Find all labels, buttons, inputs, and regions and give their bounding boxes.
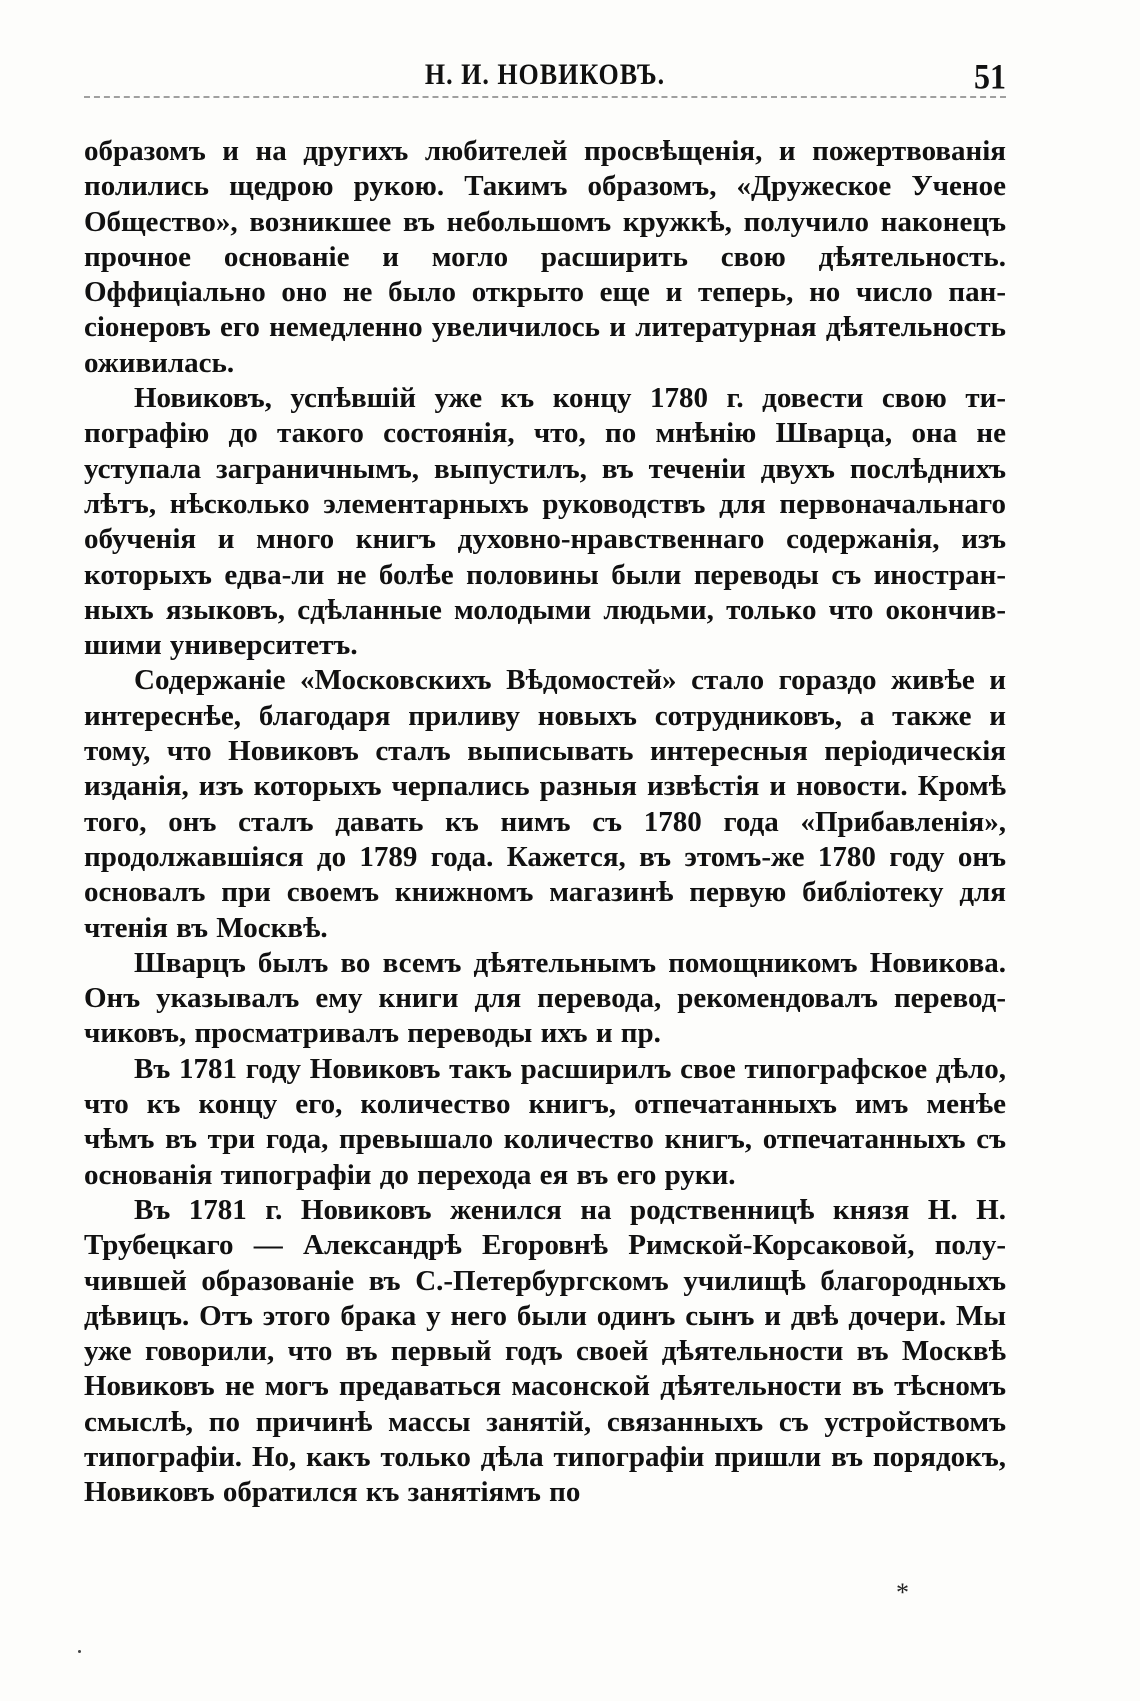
paragraph: образомъ и на другихъ любителей просвѣщенія, и пожертвованія полились щедрою рукою. Такимъ образомъ, «Дружеское Ученое Общество», возникшее въ небольшомъ кружкѣ, получило наконецъ прочное основаніе и могло расширить свою дѣятельность. Оффиціально оно не было открыто еще и теперь, но число пансіонеровъ его немедленно увеличилось и литературная дѣятельность оживилась. [84,135,1006,379]
running-header [84,56,1006,102]
paragraph: Въ 1781 г. Новиковъ женился на родственницѣ князя Н. Н. Трубецкаго — Александрѣ Егоровнѣ Римской-Корсаковой, получившей образованіе въ С.-Петербургскомъ училищѣ благородныхъ дѣвицъ. Отъ этого брака у него были одинъ сынъ и двѣ дочери. Мы уже говорили, что въ первый годъ своей дѣятельности въ Москвѣ Новиковъ не могъ предаваться масонской дѣятельности въ тѣсномъ смыслѣ, по причинѣ массы занятій, связанныхъ съ устройствомъ типографіи. Но, какъ только дѣла типографіи пришли въ порядокъ, Новиковъ обратился къ занятіямъ по [84,1193,1006,1509]
body-text [84,134,1006,1511]
paragraph: Новиковъ, успѣвшій уже къ концу 1780 г. довести свою типографію до такого состоянія, что, по мнѣнію Шварца, она не уступала заграничнымъ, выпустилъ, въ теченіи двухъ послѣднихъ лѣтъ, нѣсколько элементарныхъ руководствъ для первоначальнаго обученія и много книгъ духовно-нравственнаго содержанія, изъ которыхъ едва-ли не болѣе половины были переводы съ иностранныхъ языковъ, сдѣланные молодыми людьми, только что окончившими университетъ. [84,382,1006,662]
paragraph: Содержаніе «Московскихъ Вѣдомостей» стало гораздо живѣе и интереснѣе, благодаря приливу новыхъ сотрудниковъ, а также и тому, что Новиковъ сталъ выписывать интересныя періодическія изданія, изъ которыхъ черпались разныя извѣстія и новости. Кромѣ того, онъ сталъ давать къ нимъ съ 1780 года «Прибавленія», продолжавшіяся до 1789 года. Кажется, въ этомъ-же 1780 году онъ основалъ при своемъ книжномъ магазинѣ первую библіотеку для чтенія въ Москвѣ. [84,664,1006,944]
paragraph: Въ 1781 году Новиковъ такъ расширилъ свое типографское дѣло, что къ концу его, количество книгъ, отпечатанныхъ имъ менѣе чѣмъ въ три года, превышало количество книгъ, отпечатанныхъ съ основанія типографіи до перехода ея въ его руки. [84,1052,1006,1191]
paragraph: Шварцъ былъ во всемъ дѣятельнымъ помощникомъ Новикова. Онъ указывалъ ему книги для перевода, рекомендовалъ переводчиковъ, просматривалъ переводы ихъ и пр. [84,946,1006,1050]
running-title: Н. И. НОВИКОВЪ. [424,58,666,91]
ink-speck [78,1650,81,1653]
signature-mark: * [896,1578,909,1607]
header-rule [84,96,1006,98]
page-number: 51 [974,56,1006,97]
